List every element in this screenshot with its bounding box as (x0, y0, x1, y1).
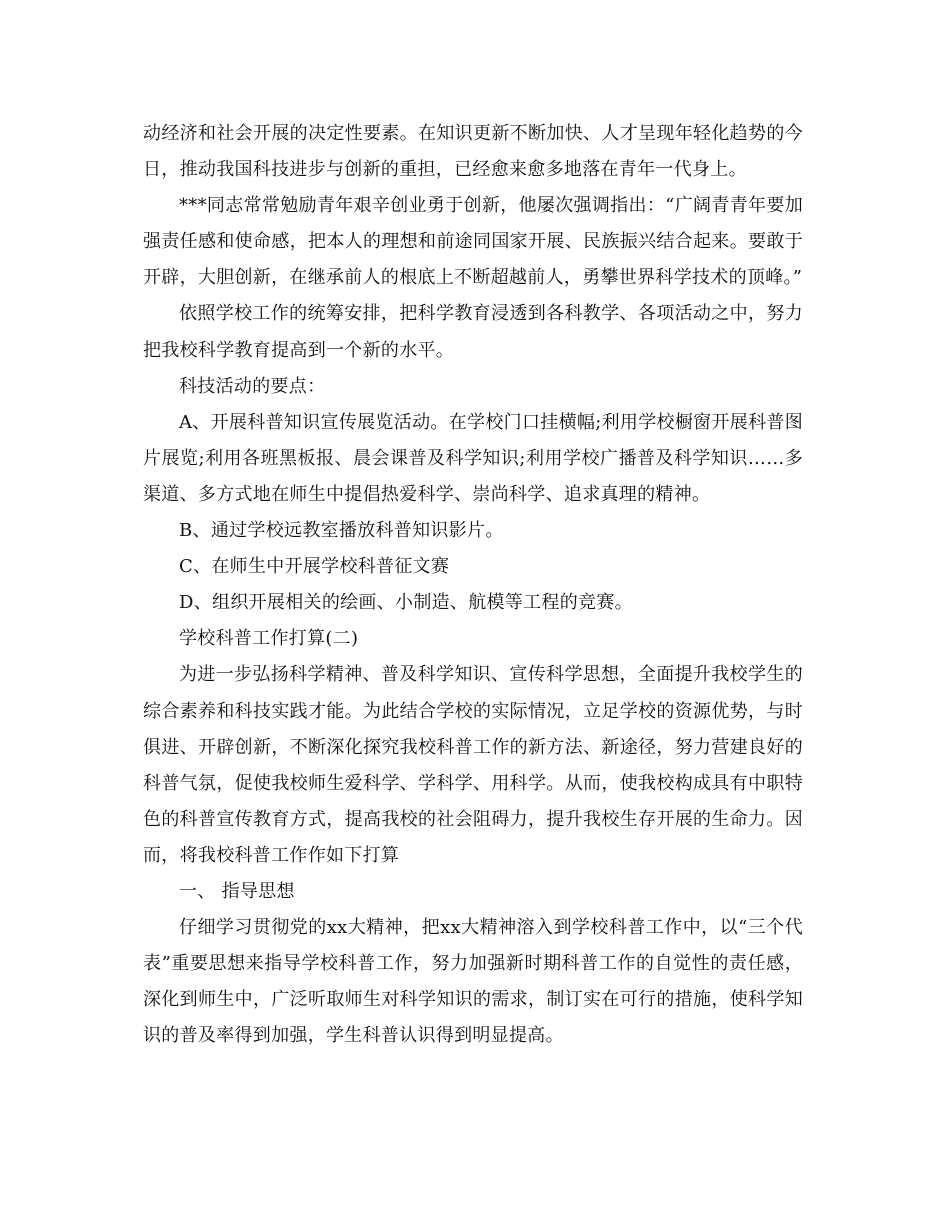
paragraph-4: 科技活动的要点： (179, 375, 326, 397)
paragraph-2: ***同志常常勉励青年艰辛创业勇于创新，他屡次强调指出：“广阔青青年要加强责任感和使命感，把本人的理想和前途同国家开展、民族振兴结合起来。要敢于开辟，大胆创新，在继承前人的根底上不断超越前人，勇攀世界科学技术的顶峰。” (143, 195, 803, 289)
paragraph-1: 动经济和社会开展的决定性要素。在知识更新不断加快、人才呈现年轻化趋势的今日，推动我国科技进步与创新的重担，已经愈来愈多地落在青年一代身上。 (143, 123, 803, 181)
paragraph-3: 依照学校工作的统筹安排，把科学教育浸透到各科教学、各项活动之中，努力把我校科学教育提高到一个新的水平。 (143, 303, 803, 361)
subheading-guiding-thought: 一、 指导思想 (179, 880, 295, 902)
paragraph-8: D、组织开展相关的绘画、小制造、航模等工程的竞赛。 (179, 592, 633, 614)
paragraph-5: A、开展科普知识宣传展览活动。在学校门口挂横幅;利用学校橱窗开展科普图片展览;利用各班黑板报、晨会课普及科学知识;利用学校广播普及科学知识……多渠道、多方式地在师生中提倡热爱科学、崇尚科学、追求真理的精神。 (143, 411, 803, 505)
paragraph-6: B、通过学校远教室播放科普知识影片。 (179, 520, 504, 542)
document-body (143, 116, 803, 1054)
paragraph-10: 为进一步弘扬科学精神、普及科学知识、宣传科学思想，全面提升我校学生的综合素养和科技实践才能。为此结合学校的实际情况，立足学校的资源优势，与时俱进、开辟创新，不断深化探究我校科普工作的新方法、新途径，努力营建良好的科普气氛，促使我校师生爱科学、学科学、用科学。从而，使我校构成具有中职特色的科普宣传教育方式，提高我校的社会阻碍力，提升我校生存开展的生命力。因而，将我校科普工作作如下打算 (143, 664, 803, 866)
paragraph-12: 仔细学习贯彻党的xx大精神，把xx大精神溶入到学校科普工作中，以“三个代表”重要思想来指导学校科普工作，努力加强新时期科普工作的自觉性的责任感，深化到师生中，广泛听取师生对科学知识的需求，制订实在可行的措施，使科学知识的普及率得到加强，学生科普认识得到明显提高。 (143, 917, 803, 1047)
paragraph-7: C、在师生中开展学校科普征文赛 (179, 556, 450, 578)
section-heading-2: 学校科普工作打算(二) (179, 628, 359, 650)
